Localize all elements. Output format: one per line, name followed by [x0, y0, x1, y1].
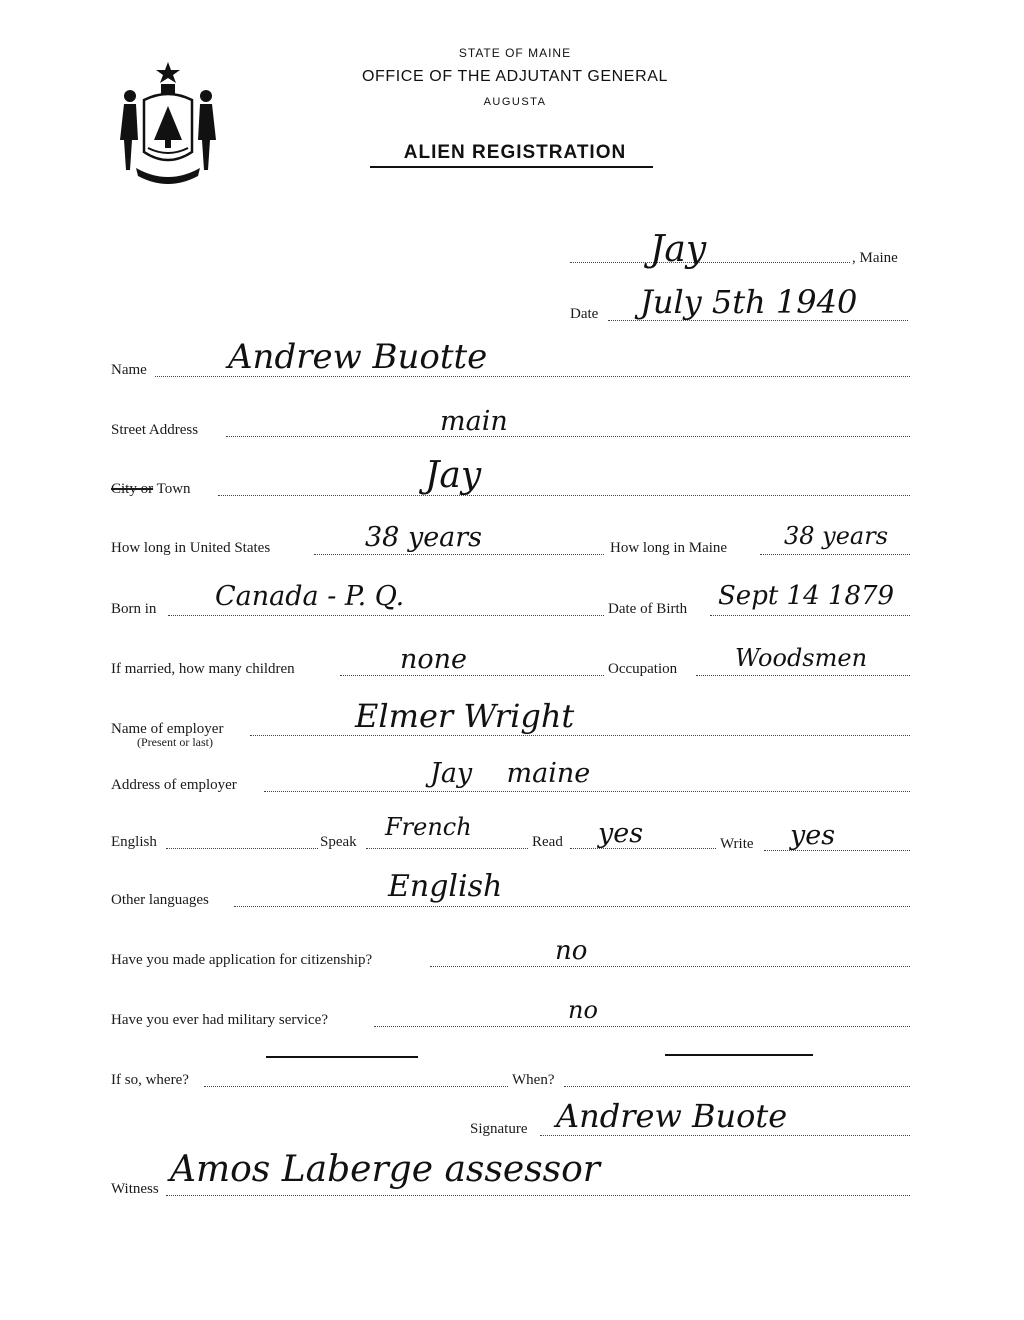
street-address-value[interactable]: main [440, 406, 508, 437]
signature-line [540, 1135, 910, 1136]
town-label-group [111, 481, 191, 498]
citizenship-line [430, 966, 910, 967]
born-in-label: Born in [111, 601, 157, 617]
employer-line [250, 735, 910, 736]
speak-value[interactable]: French [385, 813, 472, 841]
military-label: Have you ever had military service? [111, 1012, 328, 1028]
write-value[interactable]: yes [790, 820, 836, 851]
town-top-line [570, 262, 850, 263]
form-title: ALIEN REGISTRATION [403, 142, 627, 163]
witness-value[interactable]: Amos Laberge assessor [170, 1149, 600, 1190]
occupation-label: Occupation [608, 661, 678, 677]
date-of-birth-value[interactable]: Sept 14 1879 [718, 581, 895, 611]
witness-line [166, 1195, 910, 1196]
employer-value[interactable]: Elmer Wright [355, 697, 575, 735]
maine-label: , Maine [852, 250, 898, 266]
street-address-label: Street Address [111, 422, 199, 438]
occupation-line [696, 675, 910, 676]
children-label: If married, how many children [111, 661, 295, 677]
speak-label: Speak [320, 834, 357, 850]
signature-label: Signature [470, 1121, 528, 1137]
employer-address-line [264, 791, 910, 792]
years-us-value[interactable]: 38 years [365, 522, 483, 553]
name-value[interactable]: Andrew Buotte [228, 337, 488, 377]
write-line [764, 850, 910, 851]
years-maine-value[interactable]: 38 years [784, 522, 889, 550]
when-dash-mark [665, 1054, 813, 1056]
how-long-maine-line [760, 554, 910, 555]
occupation-value[interactable]: Woodsmen [735, 644, 868, 672]
date-label: Date [570, 306, 599, 322]
employer-address-value[interactable]: Jay maine [430, 758, 591, 789]
children-line [340, 675, 604, 676]
how-long-us-label: How long in United States [111, 540, 271, 556]
city-label-struck: City or [111, 481, 154, 497]
other-languages-label: Other languages [111, 892, 209, 908]
children-value[interactable]: none [400, 644, 468, 675]
born-in-value[interactable]: Canada - P. Q. [215, 581, 405, 612]
write-label: Write [720, 836, 754, 852]
street-address-line [226, 436, 910, 437]
town-value[interactable]: Jay [425, 455, 482, 496]
state-heading: STATE OF MAINE [458, 46, 572, 60]
employer-sublabel: (Present or last) [137, 735, 213, 749]
how-long-maine-label: How long in Maine [610, 540, 728, 556]
date-value[interactable]: July 5th 1940 [640, 283, 858, 321]
maine-seal-emblem [112, 60, 224, 185]
town-label: Town [156, 481, 191, 497]
military-line [374, 1026, 910, 1027]
military-value[interactable]: no [568, 996, 598, 1024]
city-heading: AUGUSTA [483, 96, 547, 108]
employer-label: Name of employer [111, 721, 224, 737]
date-of-birth-label: Date of Birth [608, 601, 688, 617]
citizenship-label: Have you made application for citizenship? [111, 952, 373, 968]
employer-address-label: Address of employer [111, 777, 237, 793]
date-of-birth-line [710, 615, 910, 616]
town-top-value[interactable]: Jay [650, 229, 707, 270]
english-line [166, 848, 318, 849]
where-dash-mark [266, 1056, 418, 1058]
born-in-line [168, 615, 604, 616]
name-label: Name [111, 362, 147, 378]
town-line [218, 495, 910, 496]
office-heading: OFFICE OF THE ADJUTANT GENERAL [361, 68, 669, 85]
where-line [204, 1086, 508, 1087]
read-value[interactable]: yes [598, 818, 644, 849]
title-underline [370, 166, 653, 168]
when-line [564, 1086, 910, 1087]
other-languages-value[interactable]: English [388, 869, 503, 904]
other-languages-line [234, 906, 910, 907]
english-label: English [111, 834, 157, 850]
citizenship-value[interactable]: no [555, 936, 588, 966]
speak-line [366, 848, 528, 849]
signature-value[interactable]: Andrew Buote [556, 1097, 788, 1135]
seal-banner-text: MAINE [150, 166, 181, 175]
how-long-us-line [314, 554, 604, 555]
when-label: When? [512, 1072, 555, 1088]
witness-label: Witness [111, 1181, 159, 1197]
read-label: Read [532, 834, 563, 850]
where-label: If so, where? [111, 1072, 189, 1088]
read-line [570, 848, 716, 849]
